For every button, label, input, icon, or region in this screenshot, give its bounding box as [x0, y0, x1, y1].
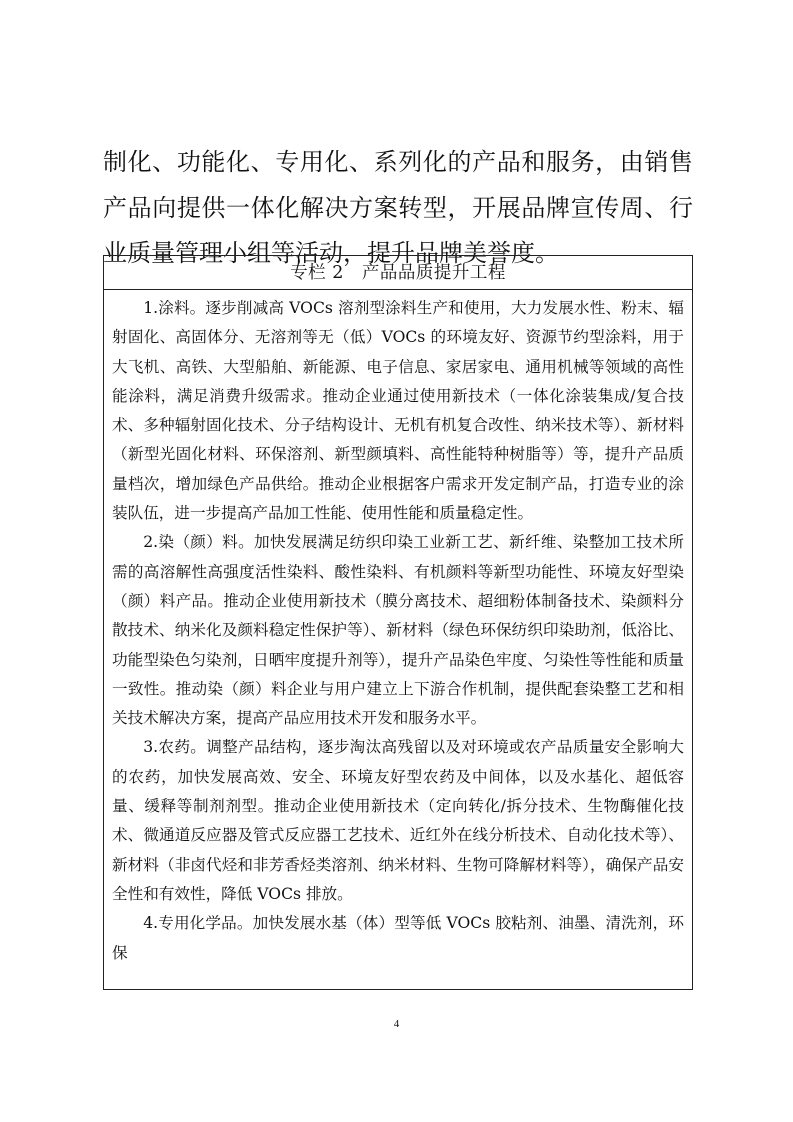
- column-title: 专栏 2 产品品质提升工程: [104, 256, 692, 290]
- column-body: [104, 290, 692, 968]
- paragraph-dyes: 2.染（颜）料。加快发展满足纺织印染工业新工艺、新纤维、染整加工技术所需的高溶解性高强度活性染料、酸性染料、有机颜料等新型功能性、环境友好型染（颜）料产品。推动企业使用新技术（膜分离技术、超细粉体制备技术、染颜料分散技术、纳米化及颜料稳定性保护等）、新材料（绿色环保纺织印染助剂，低浴比、功能型染色匀染剂，日晒牢度提升剂等），提升产品染色牢度、匀染性等性能和质量一致性。推动染（颜）料企业与用户建立上下游合作机制，提供配套染整工艺和相关技术解决方案，提高产品应用技术开发和服务水平。: [112, 533, 684, 728]
- column-box: [103, 255, 693, 990]
- page-number: 4: [393, 1018, 400, 1030]
- paragraph-pesticides: 3.农药。调整产品结构，逐步淘汰高残留以及对环境或农产品质量安全影响大的农药，加快发展高效、安全、环境友好型农药及中间体，以及水基化、超低容量、缓释等制剂剂型。推动企业使用新技术（定向转化/拆分技术、生物酶催化技术、微通道反应器及管式反应器工艺技术、近红外在线分析技术、自动化技术等）、新材料（非卤代烃和非芳香烃类溶剂、纳米材料、生物可降解材料等），确保产品安全性和有效性，降低 VOCs 排放。: [112, 738, 684, 903]
- intro-paragraph: 制化、功能化、专用化、系列化的产品和服务，由销售产品向提供一体化解决方案转型，开展品牌宣传周、行业质量管理小组等活动，提升品牌美誉度。: [103, 148, 693, 267]
- paragraph-specialty-chemicals: 4.专用化学品。加快发展水基（体）型等低 VOCs 胶粘剂、油墨、清洗剂，环保: [112, 914, 684, 962]
- paragraph-coatings: 1.涂料。逐步削减高 VOCs 溶剂型涂料生产和使用，大力发展水性、粉末、辐射固化、高固体分、无溶剂等无（低）VOCs 的环境友好、资源节约型涂料，用于大飞机、高铁、大型船舶、新能源、电子信息、家居家电、通用机械等领域的高性能涂料，满足消费升级需求。推动企业通过使用新技术（一体化涂装集成/复合技术、多种辐射固化技术、分子结构设计、无机有机复合改性、纳米技术等）、新材料（新型光固化材料、环保溶剂、新型颜填料、高性能特种树脂等）等，提升产品质量档次，增加绿色产品供给。推动企业根据客户需求开发定制产品，打造专业的涂装队伍，进一步提高产品加工性能、使用性能和质量稳定性。: [112, 299, 684, 523]
